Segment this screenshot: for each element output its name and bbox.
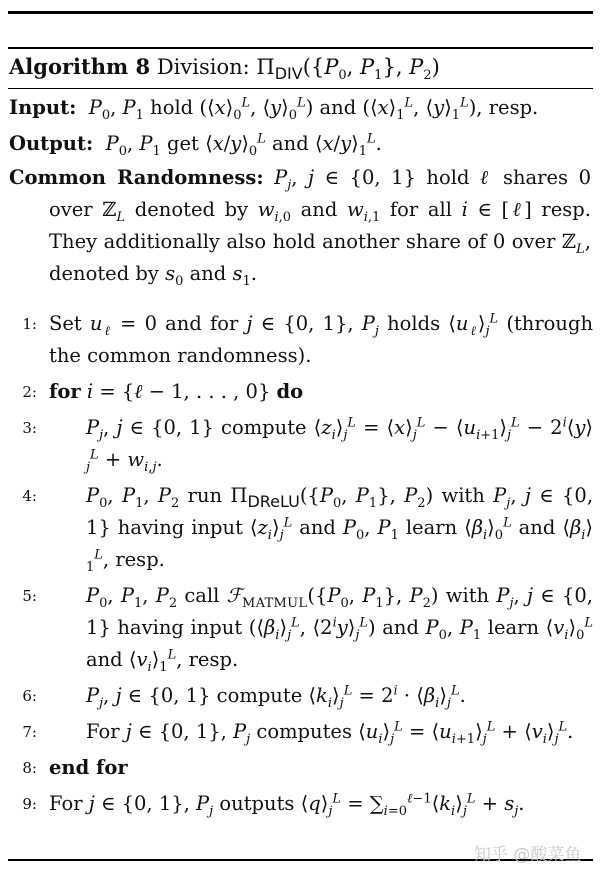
step-5: 5: $P_0$, $P_1$, $P_2$ call $ℱ_{MATMUL}(\{P_0$, $P_1$}, $P_2$) with $P_j$, j ∈ {0, 1} having input ($⟨\beta_i⟩_j^L$, $⟨2^iy⟩_j^L$) and $P_0$, $P_1$ learn $⟨v_i⟩_0^L$ and $⟨v_i⟩_1^L$, resp. — [22, 584, 593, 675]
step-7: 7: For j ∈ {0, 1}, $P_j$ computes $⟨u_i⟩_j^L$ = $⟨u_{i+1}⟩_j^L$ + $⟨v_i⟩_j^L$. — [22, 719, 574, 747]
step-6: 6: $P_j$, j ∈ {0, 1} compute $⟨k_i⟩_j^L = 2^i$ · $⟨\beta_i⟩_j^L$. — [22, 683, 466, 711]
output-line: Output: $P_0$, $P_1$ get $⟨x/y⟩_0^L$ and $⟨x/y⟩_1^L$. — [9, 131, 382, 159]
watermark: 知乎 @酸菜鱼 — [474, 845, 582, 865]
step-4: 4: $P_0$, $P_1$, $P_2$ run $\Pi_{DReLU}(\{P_0$, $P_1$}, $P_2$) with $P_j$, j ∈ {0, 1} having input $⟨z_i⟩_j^L$ and $P_0$, $P_1$ learn $⟨\beta_i⟩_0^L$ and $⟨\beta_i⟩_1^L$, resp. — [22, 484, 594, 575]
input-label: Input: — [9, 96, 77, 119]
common-randomness: Common Randomness: $P_j$, j ∈ {0, 1} hold ℓ shares 0 over ℤ$_L$ denoted by $w_{i,0}$ and $w_{i,1}$ for all i ∈ [ℓ] resp. They additionally also hold another share of 0 over ℤ$_L$, denoted by $s_0$ and $s_1$. — [9, 166, 591, 289]
algorithm-label: Algorithm 8 — [9, 54, 151, 79]
algorithm-name: Division: — [156, 55, 250, 79]
output-label: Output: — [9, 132, 94, 155]
common-label: Common Randomness: — [9, 166, 264, 189]
algorithm-title — [9, 52, 440, 82]
title-rule — [8, 47, 593, 49]
step-3: 3: $P_j$, j ∈ {0, 1} compute $⟨z_i⟩_j^L$ = $⟨x⟩_j^L$ − $⟨u_{i+1}⟩_j^L$ − $2^i⟨y⟩_j^L + w_{i,j}$. — [22, 415, 593, 475]
step-8: 8: end for — [22, 756, 128, 779]
top-rule — [8, 11, 593, 14]
input-line: Input: $P_0$, $P_1$ hold ($⟨x⟩_0^L$, $⟨y⟩_0^L$) and ($⟨x⟩_1^L$, $⟨y⟩_1^L$), resp. — [9, 95, 539, 123]
step-1: 1: Set $u_\ell = 0$ and for j ∈ {0, 1}, $P_j$ holds $⟨u_\ell⟩_j^L$ (through the common randomness). — [22, 311, 594, 367]
header-rule — [8, 88, 593, 89]
step-2: 2: for i = {ℓ − 1, . . . , 0} do — [22, 380, 304, 403]
step-9: 9: For j ∈ {0, 1}, $P_j$ outputs $⟨q⟩_j^L$ = $\sum_{i=0}^{\ell-1}⟨k_i⟩_j^L + s_j$. — [22, 791, 525, 819]
algorithm-title-formula: $\Pi_{DIV}(\{P_0$, $P_1$}, $P_2$) — [256, 55, 440, 84]
algorithm-steps — [9, 308, 593, 824]
